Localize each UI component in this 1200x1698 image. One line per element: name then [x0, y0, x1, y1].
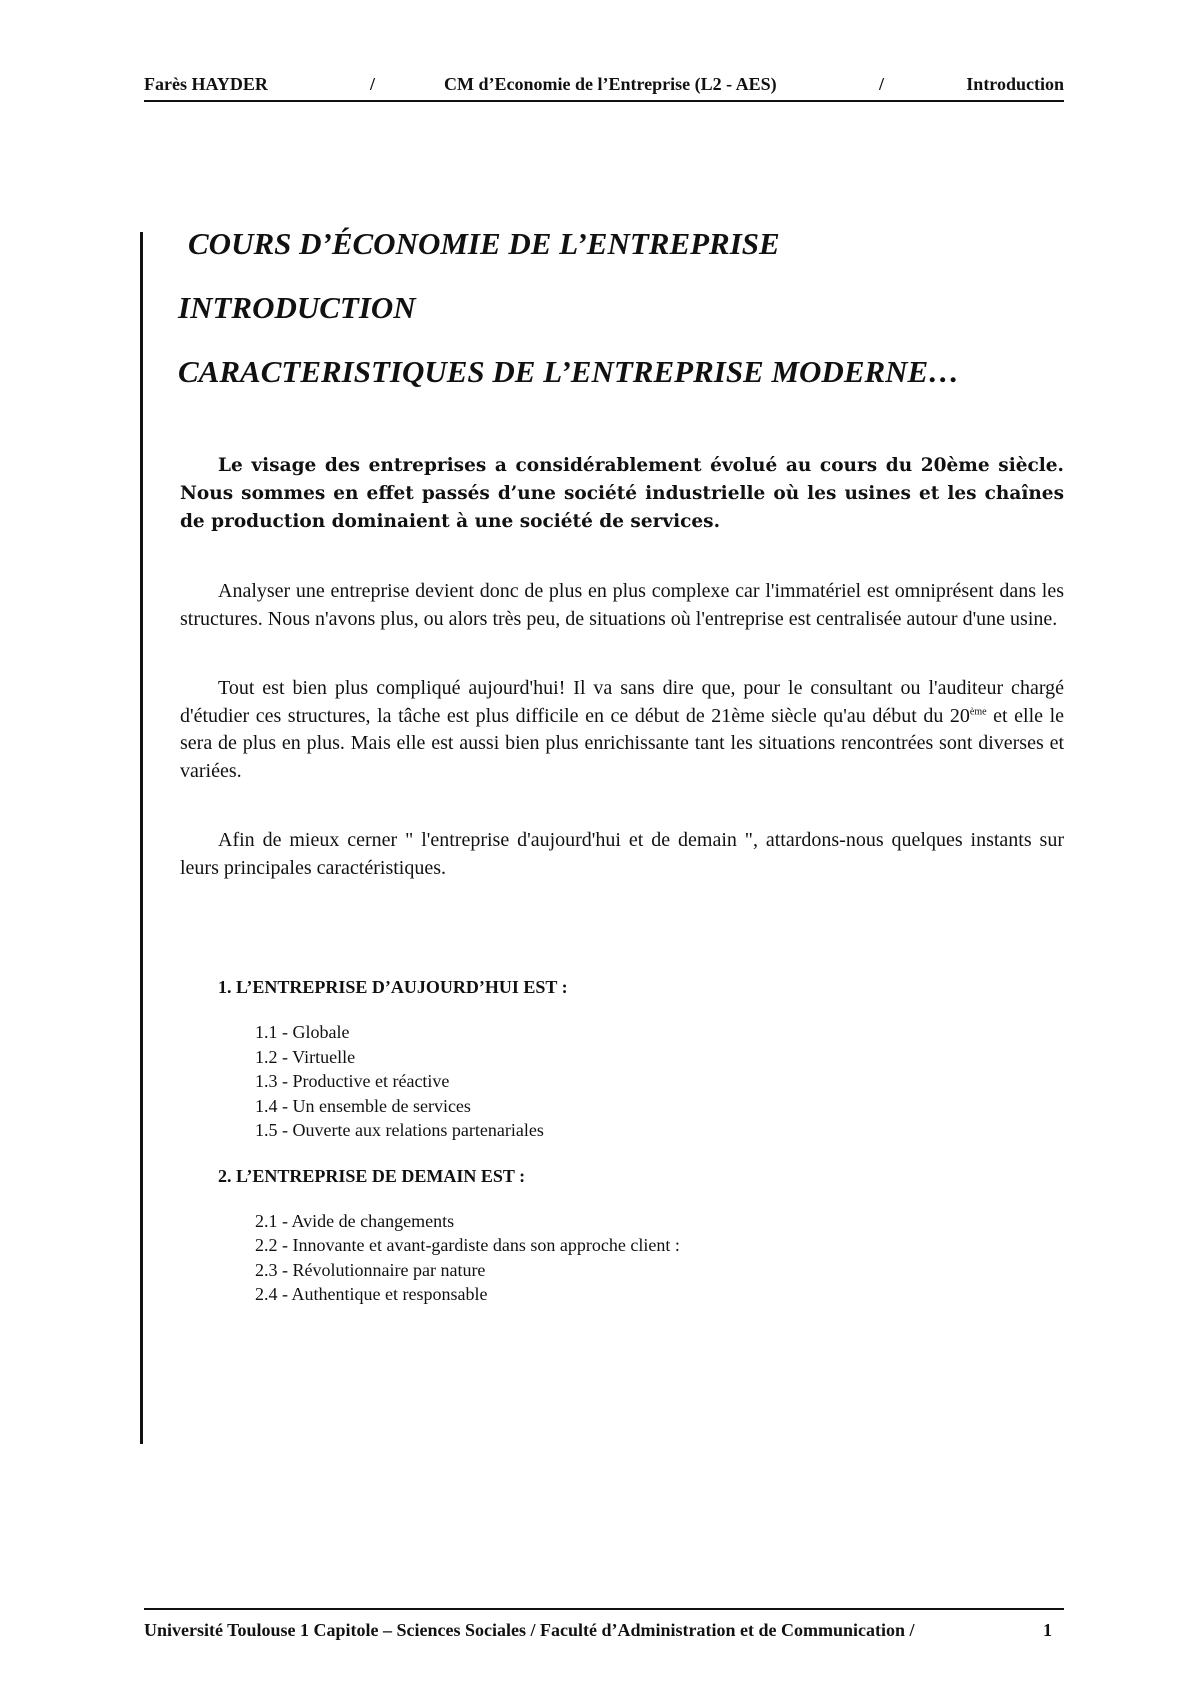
- header-course-title: CM d’Economie de l’Entreprise (L2 - AES): [444, 74, 777, 94]
- header-separator: /: [370, 74, 376, 94]
- section-list: [255, 1209, 1058, 1307]
- header-separator: /: [879, 74, 885, 94]
- list-item: 1.4 - Un ensemble de services: [255, 1095, 471, 1116]
- list-item: 2.1 - Avide de changements: [255, 1210, 455, 1231]
- footer-institution: Université Toulouse 1 Capitole – Sciences Sociales / Faculté d’Administration et de Communication /: [144, 1620, 915, 1640]
- header-author: Farès HAYDER: [144, 74, 268, 94]
- outline: [218, 974, 1058, 1327]
- document-title: COURS D’ÉCONOMIE DE L’ENTREPRISE: [188, 226, 780, 261]
- header-section-name: Introduction: [966, 74, 1064, 94]
- section-heading: 2. L’ENTREPRISE DE DEMAIN EST :: [218, 1165, 526, 1186]
- list-item: 1.5 - Ouverte aux relations partenariales: [255, 1120, 544, 1140]
- title-block: [178, 222, 1078, 394]
- superscript: ème: [969, 705, 987, 717]
- section-heading: 1. L’ENTREPRISE D’AUJOURD’HUI EST :: [218, 977, 568, 997]
- list-item: 2.2 - Innovante et avant-gardiste dans son approche client :: [255, 1235, 680, 1255]
- intro-paragraph: Le visage des entreprises a considérablement évolué au cours du 20ème siècle. Nous sommes en effet passés d’une société industrielle où les usines et les chaînes de production dominaient à une société de services.: [180, 455, 1064, 532]
- paragraph: Afin de mieux cerner " l'entreprise d'aujourd'hui et de demain ", attardons-nous quelques instants sur leurs principales caractéristiques.: [180, 829, 1064, 879]
- paragraph-text: et elle le sera de plus en plus. Mais elle est aussi bien plus enrichissante tant les situations rencontrées sont diverses et variées.: [180, 704, 1065, 782]
- chapter-subtitle: CARACTERISTIQUES DE L’ENTREPRISE MODERNE…: [178, 354, 960, 389]
- page-number: 1: [1043, 1620, 1052, 1640]
- paragraph: [180, 675, 1064, 785]
- section-list: [255, 1020, 1058, 1143]
- page-footer: [144, 1608, 1064, 1640]
- paragraph: Analyser une entreprise devient donc de plus en plus complexe car l'immatériel est omniprésent dans les structures. Nous n'avons plus, ou alors très peu, de situations où l'entreprise est centralisée autour d'une usine.: [180, 580, 1064, 630]
- body-text: [180, 452, 1064, 882]
- margin-rule: [140, 232, 143, 1444]
- list-item: 2.4 - Authentique et responsable: [255, 1284, 488, 1304]
- page-header: [144, 70, 1064, 102]
- list-item: 1.2 - Virtuelle: [255, 1046, 356, 1067]
- list-item: 1.3 - Productive et réactive: [255, 1071, 450, 1091]
- list-item: 1.1 - Globale: [255, 1022, 350, 1042]
- paragraph-text: Tout est bien plus compliqué aujourd'hui! Il va sans dire que, pour le consultant ou l'auditeur chargé d'étudier ces structures, la tâche est plus difficile en ce début de 21ème siècle qu'au début du 20: [180, 677, 1064, 727]
- list-item: 2.3 - Révolutionnaire par nature: [255, 1259, 486, 1280]
- chapter-title: INTRODUCTION: [178, 290, 416, 325]
